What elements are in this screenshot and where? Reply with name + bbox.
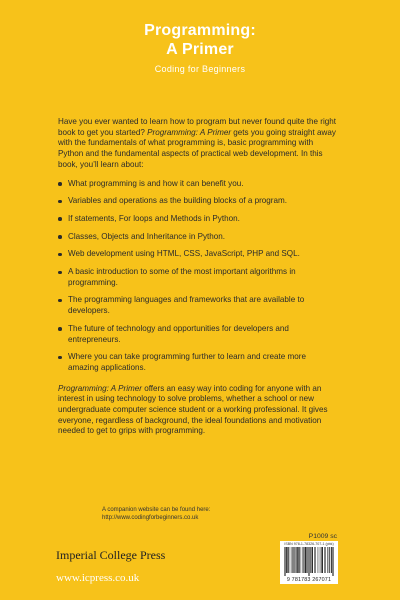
barcode-bar	[333, 547, 334, 576]
barcode-bar	[289, 547, 290, 573]
closing-paragraph	[58, 384, 338, 438]
barcode-bar	[307, 547, 308, 573]
intro-text-end: gets you going straight away with the fundamentals of what programming is, basic programming with Python and the fundamental aspects of practical web development. In this book, you’ll learn about:	[58, 127, 336, 169]
barcode-bar	[285, 547, 286, 576]
intro-text-start: Have you ever wanted to learn how to program but never found quite the right book to get you started?	[58, 117, 337, 137]
barcode-bar	[298, 547, 299, 573]
blurb	[58, 117, 338, 437]
barcode-bar	[293, 547, 294, 573]
barcode-bar	[286, 547, 287, 573]
book-title-line-1: Programming:	[144, 22, 256, 39]
barcode-bar	[298, 547, 299, 573]
barcode-bar	[329, 547, 330, 573]
barcode-bar	[291, 547, 292, 573]
barcode-bar	[310, 547, 311, 573]
barcode-bar	[329, 547, 330, 573]
barcode-bar	[296, 547, 297, 573]
barcode-bar	[309, 547, 310, 576]
product-code: P1009 sc	[308, 533, 337, 540]
barcode-bar	[305, 547, 306, 573]
barcode-bar	[303, 547, 304, 573]
barcode-bar	[294, 547, 295, 573]
barcode-bar	[322, 547, 323, 573]
barcode-bar	[296, 547, 297, 573]
barcode-bar	[325, 547, 326, 573]
topic-item: If statements, For loops and Methods in Python.	[58, 214, 338, 225]
barcode-bar	[288, 547, 289, 573]
barcode	[280, 541, 338, 584]
topic-item: Variables and operations as the building blocks of a program.	[58, 196, 338, 207]
topic-item: Classes, Objects and Inheritance in Python.	[58, 232, 338, 243]
book-title-line-2: A Primer	[166, 41, 234, 58]
topics-list	[58, 179, 338, 374]
topic-item: What programming is and how it can benefit you.	[58, 179, 338, 190]
barcode-bar	[331, 547, 332, 573]
intro-title-emphasis: Programming: A Primer	[147, 127, 232, 137]
topic-item: The future of technology and opportunities for developers and entrepreneurs.	[58, 324, 338, 345]
barcode-bar	[300, 547, 301, 573]
companion-website-note	[102, 507, 302, 522]
barcode-bars	[284, 547, 334, 576]
barcode-bar	[321, 547, 322, 573]
barcode-bar	[331, 547, 332, 573]
barcode-bar	[299, 547, 300, 573]
barcode-bar	[306, 547, 307, 573]
barcode-bar	[297, 547, 298, 573]
topic-item: A basic introduction to some of the most important algorithms in programming.	[58, 267, 338, 288]
publisher-name: Imperial College Press	[56, 548, 166, 562]
barcode-bar	[312, 547, 313, 573]
barcode-bar	[322, 547, 323, 573]
barcode-bar	[315, 547, 316, 573]
barcode-digits: 9 781783 267071	[286, 577, 332, 583]
barcode-bar	[308, 547, 309, 576]
barcode-bar	[302, 547, 303, 573]
topic-item: Web development using HTML, CSS, JavaScript, PHP and SQL.	[58, 249, 338, 260]
closing-text: offers an easy way into coding for anyone with an interest in using technology to solve problems, whether a school or new undergraduate computer science student or a working professional. It gives everyone, regardless of background, the ideal foundations and motivation needed to get to grips with programming.	[58, 383, 328, 436]
barcode-bar	[312, 547, 313, 573]
barcode-bar	[311, 547, 312, 573]
barcode-bar	[284, 547, 285, 576]
barcode-bar	[332, 547, 333, 576]
barcode-bar	[324, 547, 325, 573]
topic-item: Where you can take programming further to learn and create more amazing applications.	[58, 352, 338, 373]
topic-item: The programming languages and frameworks that are available to developers.	[58, 295, 338, 316]
barcode-bar	[320, 547, 321, 573]
barcode-bar	[292, 547, 293, 573]
barcode-bar	[306, 547, 307, 573]
barcode-bar	[314, 547, 315, 573]
isbn-text: ISBN 978-1-78326-707-1 (pbk)	[284, 542, 334, 546]
barcode-bar	[287, 547, 288, 573]
closing-title-emphasis: Programming: A Primer	[58, 383, 142, 393]
companion-note-label: A companion website can be found here:	[102, 507, 211, 513]
barcode-bar	[327, 547, 328, 573]
barcode-bar	[287, 547, 288, 573]
intro-paragraph	[58, 117, 338, 171]
title-block	[0, 22, 400, 74]
publisher-website: www.icpress.co.uk	[56, 572, 140, 584]
companion-url: http://www.codingforbeginners.co.uk	[102, 514, 199, 521]
barcode-bar	[305, 547, 306, 573]
book-subtitle: Coding for Beginners	[154, 64, 246, 74]
barcode-bar	[318, 547, 319, 573]
